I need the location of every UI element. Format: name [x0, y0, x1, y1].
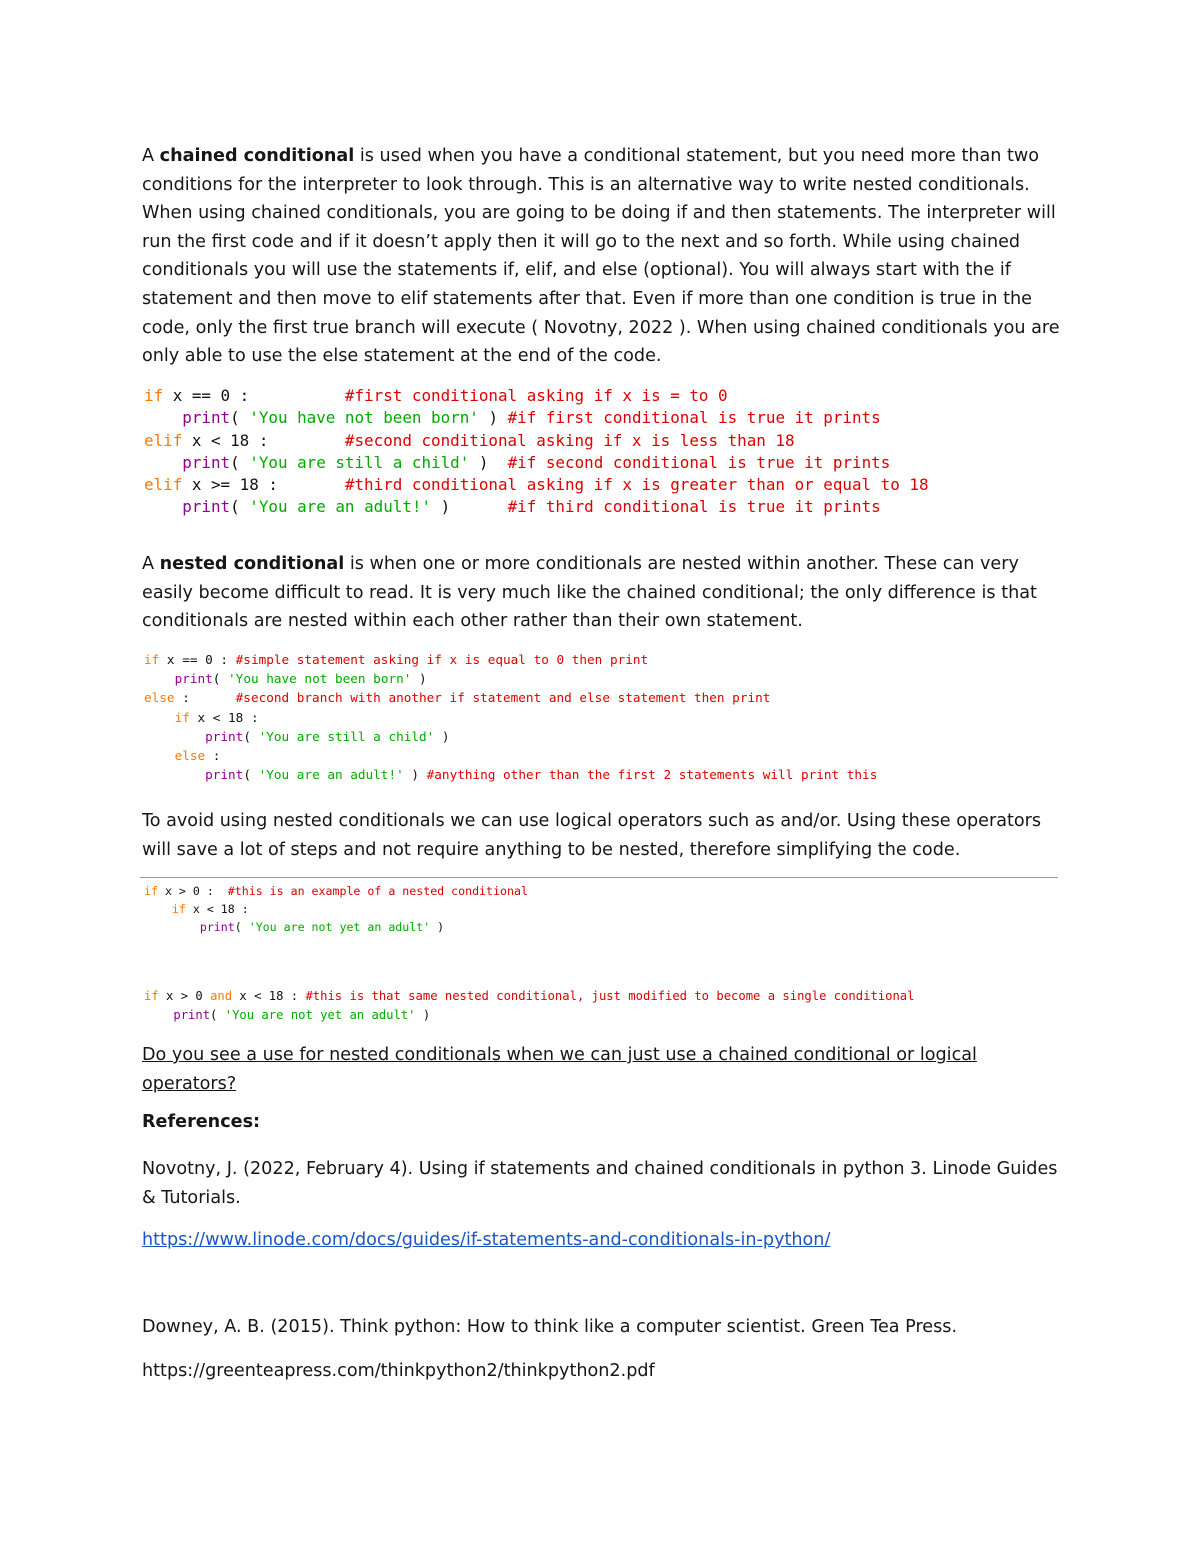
code-token: #if second conditional is true it prints: [507, 452, 891, 472]
code-line: [144, 987, 914, 1006]
code-line: [144, 882, 528, 900]
code-token: (: [243, 767, 259, 783]
code-token: if: [171, 902, 186, 917]
code-token: :: [174, 690, 236, 706]
code-token: x < 18 :: [182, 430, 345, 450]
code-token: elif: [144, 430, 183, 450]
code-token: and: [210, 989, 233, 1003]
divider: [140, 877, 1058, 878]
code-token: ): [403, 767, 427, 783]
code-line: [144, 385, 929, 407]
code-token: ): [434, 728, 450, 744]
code-token: print: [199, 920, 235, 935]
code-token: (: [230, 408, 250, 428]
code-block-chained: [144, 385, 929, 519]
code-token: print: [182, 497, 231, 517]
code-line: [144, 918, 528, 936]
code-token: #third conditional asking if x is greater than or equal to 18: [344, 475, 929, 495]
code-token: #simple statement asking if x is equal to 0 then print: [235, 652, 649, 667]
references-heading: References:: [142, 1112, 261, 1132]
code-token: (: [230, 497, 250, 517]
code-token: x < 18 :: [232, 989, 306, 1003]
code-token: [144, 902, 172, 916]
code-token: 'You have not been born': [249, 408, 479, 428]
code-token: print: [173, 1007, 211, 1022]
code-block-single-conditional: [144, 987, 914, 1024]
code-token: 'You are not yet an adult': [248, 920, 431, 935]
code-token: [144, 767, 205, 782]
paragraph-nested-conditional: A nested conditional is when one or more conditionals are nested within another. These can very easily become difficult to read. It is very much like the chained conditional; the only difference is that conditionals are nested within each other rather than their own statement.: [142, 554, 1037, 632]
code-line: [144, 1006, 914, 1025]
code-token: x < 18 :: [185, 902, 249, 917]
code-block-nested: [144, 650, 877, 784]
code-line: [144, 746, 877, 765]
code-token: #first conditional asking if x is = to 0: [344, 386, 728, 405]
code-token: ): [411, 671, 427, 687]
code-token: print: [205, 767, 244, 783]
code-token: [144, 497, 182, 516]
code-token: (: [212, 671, 229, 687]
code-line: [144, 452, 929, 474]
code-line: [144, 650, 877, 669]
reference-downey: Downey, A. B. (2015). Think python: How to think like a computer scientist. Green Tea Press.: [142, 1317, 958, 1337]
code-line: [144, 708, 877, 727]
code-token: #this is that same nested conditional, just modified to become a single conditional: [305, 989, 915, 1003]
code-token: print: [182, 452, 231, 472]
code-token: [144, 671, 175, 686]
code-line: [144, 765, 877, 784]
code-token: (: [243, 728, 259, 744]
code-token: [144, 748, 175, 763]
code-token: 'You are an adult!': [249, 497, 432, 517]
code-token: [144, 729, 205, 744]
code-token: (: [230, 452, 250, 472]
code-token: (: [234, 920, 249, 935]
code-token: #this is an example of a nested conditional: [227, 884, 528, 898]
code-token: x > 0: [158, 989, 211, 1003]
code-line: [144, 688, 877, 707]
code-token: #second conditional asking if x is less than 18: [344, 430, 795, 450]
code-token: 'You are not yet an adult': [224, 1007, 416, 1022]
code-line: [144, 496, 929, 518]
code-line: [144, 407, 929, 429]
code-token: [144, 1008, 173, 1022]
code-token: x > 0 :: [157, 884, 228, 898]
reference-novotny: Novotny, J. (2022, February 4). Using if statements and chained conditionals in python 3. Linode Guides & Tutorials.: [142, 1159, 1058, 1208]
code-token: elif: [144, 475, 183, 495]
code-line: [144, 669, 877, 688]
code-token: #second branch with another if statement and else statement then print: [235, 690, 771, 706]
code-line: [144, 900, 528, 918]
code-token: if: [144, 652, 160, 667]
code-line: [144, 727, 877, 746]
code-token: print: [205, 728, 244, 744]
code-token: x >= 18 :: [182, 475, 345, 495]
code-line: [144, 474, 929, 496]
paragraph-chained-conditional: A chained conditional is used when you have a conditional statement, but you need more than two conditions for the interpreter to look through. This is an alternative way to write nested conditionals. When using chained conditionals, you are going to be doing if and then statements. The interpreter will run the first code and if it doesn’t apply then it will go to the next and so forth. While using chained conditionals you will use the statements if, elif, and else (optional). You will always start with the if statement and then move to elif statements after that. Even if more than one condition is true in the code, only the first true branch will execute ( Novotny, 2022 ). When using chained conditionals you are only able to use the else statement at the end of the code.: [142, 146, 1060, 367]
code-token: ): [469, 452, 508, 472]
code-token: print: [182, 408, 231, 428]
code-token: else: [144, 690, 175, 706]
code-token: 'You are an adult!': [258, 767, 404, 783]
term-nested-conditional: nested conditional: [159, 554, 345, 574]
code-token: (: [210, 1007, 225, 1022]
paragraph-logical-operators: To avoid using nested conditionals we can use logical operators such as and/or. Using these operators will save a lot of steps and not require anything to be nested, therefore simplifying the code.: [142, 811, 1042, 860]
code-token: [144, 920, 200, 934]
code-token: [144, 710, 175, 725]
code-token: 'You have not been born': [228, 671, 412, 687]
code-token: #if third conditional is true it prints: [507, 497, 881, 517]
code-token: print: [174, 671, 213, 687]
code-token: [144, 453, 182, 472]
code-token: :: [205, 748, 221, 764]
code-token: if: [144, 386, 164, 405]
code-token: ): [431, 497, 508, 517]
reference-link-linode[interactable]: https://www.linode.com/docs/guides/if-statements-and-conditionals-in-python/: [142, 1230, 831, 1250]
code-token: #if first conditional is true it prints: [507, 408, 881, 428]
code-token: x == 0 :: [159, 652, 236, 667]
code-token: 'You are still a child': [249, 452, 470, 472]
code-token: x == 0 :: [163, 386, 345, 405]
code-token: [144, 408, 182, 427]
code-token: ): [478, 408, 508, 428]
code-token: x < 18 :: [189, 709, 259, 725]
code-token: #anything other than the first 2 statements will print this: [426, 767, 878, 783]
code-block-nested-example: [144, 882, 528, 937]
code-token: ): [415, 1007, 431, 1022]
code-token: if: [144, 989, 159, 1003]
term-chained-conditional: chained conditional: [159, 146, 355, 166]
code-token: ): [430, 920, 445, 935]
code-token: if: [144, 884, 158, 898]
discussion-question: Do you see a use for nested conditionals when we can just use a chained conditional or logical operators?: [142, 1045, 977, 1094]
code-token: else: [174, 748, 206, 764]
code-token: if: [174, 709, 190, 725]
code-line: [144, 430, 929, 452]
code-token: 'You are still a child': [258, 728, 435, 744]
reference-url-greenteapress: https://greenteapress.com/thinkpython2/thinkpython2.pdf: [142, 1361, 655, 1381]
